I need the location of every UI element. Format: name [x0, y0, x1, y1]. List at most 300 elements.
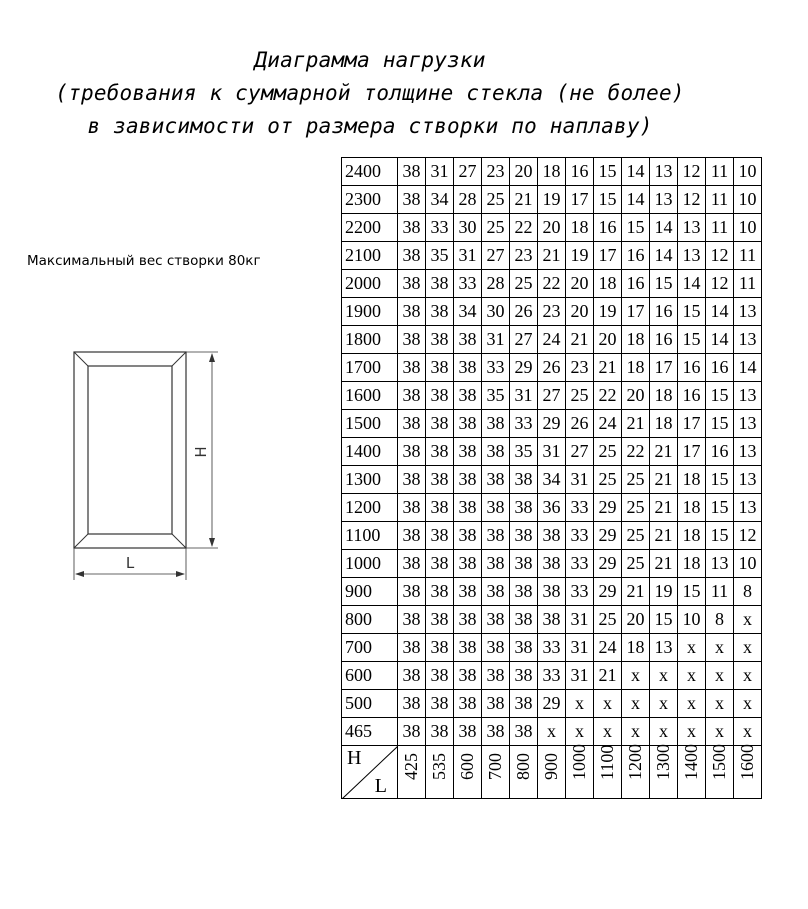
thickness-cell: 28	[482, 270, 510, 298]
thickness-cell: 25	[510, 270, 538, 298]
thickness-cell: 21	[650, 522, 678, 550]
thickness-cell: 13	[678, 214, 706, 242]
width-value-cell	[706, 746, 734, 799]
thickness-cell: 18	[622, 354, 650, 382]
thickness-cell: x	[706, 634, 734, 662]
width-value-cell	[426, 746, 454, 799]
table-row	[342, 634, 762, 662]
thickness-cell: 31	[510, 382, 538, 410]
width-value-label: 1200	[625, 744, 645, 780]
thickness-cell: 33	[566, 550, 594, 578]
thickness-cell: 25	[594, 466, 622, 494]
thickness-cell: 21	[622, 410, 650, 438]
thickness-cell: 16	[706, 354, 734, 382]
thickness-cell: 27	[454, 158, 482, 186]
thickness-cell: 38	[398, 606, 426, 634]
thickness-cell: 38	[398, 578, 426, 606]
thickness-cell: 30	[454, 214, 482, 242]
table-row	[342, 662, 762, 690]
thickness-cell: 29	[594, 494, 622, 522]
thickness-cell: 12	[706, 242, 734, 270]
thickness-cell: 17	[622, 298, 650, 326]
thickness-cell: 14	[706, 298, 734, 326]
thickness-cell: 38	[398, 494, 426, 522]
height-dimension-label: H	[192, 446, 210, 458]
thickness-cell: 15	[650, 270, 678, 298]
thickness-cell: 26	[538, 354, 566, 382]
table-row	[342, 494, 762, 522]
width-value-label: 1400	[681, 744, 701, 780]
thickness-cell: 33	[538, 662, 566, 690]
thickness-cell: 38	[510, 550, 538, 578]
thickness-cell: 35	[510, 438, 538, 466]
thickness-cell: 26	[566, 410, 594, 438]
thickness-cell: 38	[482, 410, 510, 438]
thickness-cell: 25	[622, 494, 650, 522]
height-value-cell: 1200	[342, 494, 398, 522]
thickness-cell: x	[622, 690, 650, 718]
thickness-cell: 16	[650, 298, 678, 326]
thickness-cell: 38	[426, 326, 454, 354]
thickness-cell: 38	[426, 578, 454, 606]
thickness-cell: x	[678, 662, 706, 690]
width-value-cell	[566, 746, 594, 799]
thickness-cell: 25	[594, 606, 622, 634]
thickness-cell: 38	[454, 410, 482, 438]
table-row	[342, 410, 762, 438]
thickness-cell: 16	[678, 382, 706, 410]
thickness-cell: 38	[398, 354, 426, 382]
thickness-cell: 18	[678, 522, 706, 550]
thickness-cell: 11	[734, 270, 762, 298]
thickness-cell: x	[650, 718, 678, 746]
thickness-cell: x	[734, 718, 762, 746]
height-value-cell: 1900	[342, 298, 398, 326]
thickness-cell: 21	[510, 186, 538, 214]
thickness-cell: 17	[678, 438, 706, 466]
thickness-cell: 16	[566, 158, 594, 186]
thickness-cell: 30	[482, 298, 510, 326]
thickness-cell: x	[706, 690, 734, 718]
height-value-cell: 1600	[342, 382, 398, 410]
thickness-cell: 38	[398, 382, 426, 410]
title-line: Диаграмма нагрузки	[254, 48, 486, 72]
thickness-cell: 10	[734, 550, 762, 578]
thickness-cell: 29	[594, 522, 622, 550]
height-value-cell: 900	[342, 578, 398, 606]
thickness-cell: 31	[566, 634, 594, 662]
thickness-cell: 38	[426, 606, 454, 634]
width-value-cell	[678, 746, 706, 799]
thickness-cell: 38	[482, 662, 510, 690]
thickness-cell: 15	[594, 186, 622, 214]
table-row	[342, 270, 762, 298]
thickness-cell: 15	[706, 410, 734, 438]
table-row	[342, 382, 762, 410]
thickness-cell: 38	[454, 662, 482, 690]
thickness-cell: 15	[706, 494, 734, 522]
width-value-label: 1300	[653, 744, 673, 780]
thickness-cell: 13	[650, 186, 678, 214]
thickness-cell: 38	[426, 494, 454, 522]
thickness-cell: 10	[734, 158, 762, 186]
table-row	[342, 606, 762, 634]
thickness-cell: 27	[482, 242, 510, 270]
thickness-cell: 38	[538, 550, 566, 578]
max-weight-note: Максимальный вес створки 80кг	[27, 253, 261, 269]
thickness-cell: 8	[706, 606, 734, 634]
thickness-cell: 17	[594, 242, 622, 270]
thickness-cell: 20	[566, 270, 594, 298]
thickness-cell: 18	[678, 494, 706, 522]
thickness-cell: 31	[566, 606, 594, 634]
table-row	[342, 214, 762, 242]
thickness-cell: 20	[566, 298, 594, 326]
thickness-cell: 20	[510, 158, 538, 186]
thickness-cell: 38	[426, 382, 454, 410]
thickness-cell: 29	[510, 354, 538, 382]
thickness-cell: 21	[650, 494, 678, 522]
height-value-cell: 500	[342, 690, 398, 718]
thickness-cell: 13	[734, 326, 762, 354]
width-value-cell	[538, 746, 566, 799]
thickness-cell: 16	[650, 326, 678, 354]
thickness-cell: x	[734, 662, 762, 690]
thickness-cell: 18	[566, 214, 594, 242]
thickness-cell: 38	[510, 494, 538, 522]
thickness-cell: 18	[678, 550, 706, 578]
thickness-cell: x	[706, 662, 734, 690]
thickness-cell: 14	[650, 214, 678, 242]
title-line: (требования к суммарной толщине стекла (не более)	[55, 81, 685, 105]
thickness-cell: 38	[398, 298, 426, 326]
thickness-cell: 38	[510, 606, 538, 634]
thickness-cell: 38	[454, 354, 482, 382]
thickness-cell: 29	[538, 410, 566, 438]
thickness-cell: x	[594, 690, 622, 718]
thickness-cell: 14	[650, 242, 678, 270]
thickness-cell: 14	[678, 270, 706, 298]
thickness-cell: x	[706, 718, 734, 746]
thickness-cell: 38	[426, 466, 454, 494]
thickness-cell: 21	[594, 354, 622, 382]
thickness-cell: 18	[538, 158, 566, 186]
height-value-cell: 2200	[342, 214, 398, 242]
thickness-cell: 31	[482, 326, 510, 354]
thickness-cell: 38	[398, 690, 426, 718]
thickness-cell: 38	[426, 354, 454, 382]
corner-cell	[342, 746, 398, 799]
thickness-cell: x	[734, 634, 762, 662]
table-row	[342, 354, 762, 382]
thickness-cell: 38	[426, 298, 454, 326]
thickness-cell: 28	[454, 186, 482, 214]
thickness-cell: 29	[594, 550, 622, 578]
thickness-cell: 15	[706, 382, 734, 410]
thickness-cell: 17	[566, 186, 594, 214]
thickness-cell: 16	[622, 242, 650, 270]
table-row	[342, 718, 762, 746]
thickness-cell: 38	[454, 494, 482, 522]
thickness-cell: 25	[622, 550, 650, 578]
thickness-cell: 14	[734, 354, 762, 382]
thickness-cell: 11	[706, 578, 734, 606]
sash-drawing	[60, 340, 230, 590]
thickness-cell: 13	[678, 242, 706, 270]
thickness-cell: 33	[482, 354, 510, 382]
width-value-label: 425	[401, 753, 421, 780]
thickness-cell: 25	[594, 438, 622, 466]
thickness-cell: 12	[734, 522, 762, 550]
thickness-cell: 24	[594, 634, 622, 662]
width-value-cell	[482, 746, 510, 799]
thickness-cell: 38	[398, 466, 426, 494]
thickness-cell: 34	[454, 298, 482, 326]
height-value-cell: 1100	[342, 522, 398, 550]
thickness-cell: 23	[538, 298, 566, 326]
thickness-cell: 38	[398, 214, 426, 242]
height-value-cell: 2400	[342, 158, 398, 186]
thickness-cell: 33	[454, 270, 482, 298]
thickness-cell: 16	[706, 438, 734, 466]
height-value-cell: 1000	[342, 550, 398, 578]
width-value-label: 900	[541, 753, 561, 780]
thickness-cell: 13	[650, 158, 678, 186]
thickness-cell: 38	[426, 718, 454, 746]
table-row	[342, 186, 762, 214]
thickness-cell: 33	[566, 578, 594, 606]
thickness-cell: 21	[538, 242, 566, 270]
thickness-cell: 38	[454, 718, 482, 746]
thickness-cell: 38	[510, 718, 538, 746]
thickness-cell: 18	[650, 382, 678, 410]
thickness-cell: x	[650, 690, 678, 718]
thickness-cell: 14	[706, 326, 734, 354]
thickness-cell: 38	[398, 158, 426, 186]
thickness-cell: 38	[398, 242, 426, 270]
width-value-cell	[734, 746, 762, 799]
load-table	[341, 157, 762, 799]
thickness-cell: 34	[426, 186, 454, 214]
width-value-label: 1600	[737, 744, 757, 780]
thickness-cell: 18	[622, 634, 650, 662]
thickness-cell: 33	[510, 410, 538, 438]
thickness-cell: 38	[482, 550, 510, 578]
thickness-cell: 19	[538, 186, 566, 214]
width-value-cell	[398, 746, 426, 799]
thickness-cell: 13	[706, 550, 734, 578]
thickness-cell: 29	[594, 578, 622, 606]
thickness-cell: 18	[594, 270, 622, 298]
thickness-cell: 34	[538, 466, 566, 494]
thickness-cell: 31	[454, 242, 482, 270]
thickness-cell: 15	[706, 522, 734, 550]
thickness-cell: 38	[510, 634, 538, 662]
thickness-cell: 17	[678, 410, 706, 438]
table-row	[342, 298, 762, 326]
height-value-cell: 600	[342, 662, 398, 690]
thickness-cell: x	[734, 690, 762, 718]
height-value-cell: 800	[342, 606, 398, 634]
thickness-cell: 21	[566, 326, 594, 354]
thickness-cell: 12	[678, 186, 706, 214]
thickness-cell: 15	[706, 466, 734, 494]
table-row	[342, 466, 762, 494]
height-value-cell: 2100	[342, 242, 398, 270]
title-line: в зависимости от размера створки по наплаву)	[87, 114, 653, 138]
thickness-cell: 22	[510, 214, 538, 242]
thickness-cell: 38	[538, 578, 566, 606]
thickness-cell: 31	[566, 662, 594, 690]
width-value-label: 1100	[597, 744, 617, 780]
thickness-cell: 38	[454, 634, 482, 662]
thickness-cell: 38	[454, 382, 482, 410]
thickness-cell: 38	[510, 522, 538, 550]
width-header-row	[342, 746, 762, 799]
width-value-label: 600	[457, 753, 477, 780]
thickness-cell: 16	[622, 270, 650, 298]
thickness-cell: 38	[398, 326, 426, 354]
thickness-cell: 38	[398, 718, 426, 746]
height-value-cell: 2300	[342, 186, 398, 214]
thickness-cell: x	[538, 718, 566, 746]
width-value-cell	[454, 746, 482, 799]
thickness-cell: 25	[566, 382, 594, 410]
table-row	[342, 242, 762, 270]
width-value-cell	[510, 746, 538, 799]
thickness-cell: 15	[678, 578, 706, 606]
height-value-cell: 2000	[342, 270, 398, 298]
width-value-label: 535	[429, 753, 449, 780]
thickness-cell: 38	[538, 522, 566, 550]
thickness-cell: 38	[426, 550, 454, 578]
thickness-cell: 15	[594, 158, 622, 186]
height-value-cell: 1500	[342, 410, 398, 438]
width-dimension-label: L	[125, 554, 135, 572]
thickness-cell: 8	[734, 578, 762, 606]
thickness-cell: 38	[454, 690, 482, 718]
thickness-cell: 13	[734, 410, 762, 438]
thickness-cell: 10	[678, 606, 706, 634]
thickness-cell: 38	[454, 606, 482, 634]
thickness-cell: 38	[482, 634, 510, 662]
thickness-cell: 24	[594, 410, 622, 438]
thickness-cell: 38	[426, 410, 454, 438]
table-row	[342, 326, 762, 354]
thickness-cell: 15	[622, 214, 650, 242]
thickness-cell: 13	[650, 634, 678, 662]
thickness-cell: 21	[650, 550, 678, 578]
table-row	[342, 158, 762, 186]
thickness-cell: 33	[538, 634, 566, 662]
thickness-cell: 13	[734, 382, 762, 410]
thickness-cell: 18	[678, 466, 706, 494]
thickness-cell: 38	[482, 718, 510, 746]
thickness-cell: 18	[650, 410, 678, 438]
thickness-cell: 20	[594, 326, 622, 354]
thickness-cell: 10	[734, 186, 762, 214]
thickness-cell: 38	[482, 466, 510, 494]
thickness-cell: 38	[398, 522, 426, 550]
thickness-cell: 13	[734, 494, 762, 522]
thickness-cell: 25	[482, 186, 510, 214]
thickness-cell: 21	[622, 578, 650, 606]
thickness-cell: 21	[650, 466, 678, 494]
thickness-cell: 19	[650, 578, 678, 606]
thickness-cell: 15	[678, 298, 706, 326]
thickness-cell: 38	[454, 326, 482, 354]
table-row	[342, 438, 762, 466]
thickness-cell: 38	[454, 522, 482, 550]
corner-l-label: L	[374, 775, 387, 797]
thickness-cell: 10	[734, 214, 762, 242]
thickness-cell: 16	[678, 354, 706, 382]
thickness-cell: 12	[706, 270, 734, 298]
width-value-cell	[594, 746, 622, 799]
thickness-cell: 11	[706, 186, 734, 214]
thickness-cell: 38	[398, 634, 426, 662]
thickness-cell: 33	[566, 522, 594, 550]
thickness-cell: 29	[538, 690, 566, 718]
thickness-cell: x	[650, 662, 678, 690]
thickness-cell: 21	[594, 662, 622, 690]
thickness-cell: 25	[622, 522, 650, 550]
thickness-cell: x	[622, 662, 650, 690]
thickness-cell: 23	[510, 242, 538, 270]
thickness-cell: 31	[566, 466, 594, 494]
thickness-cell: 21	[650, 438, 678, 466]
thickness-cell: 38	[398, 662, 426, 690]
thickness-cell: 33	[426, 214, 454, 242]
thickness-cell: 13	[734, 466, 762, 494]
diagram-title	[0, 44, 740, 143]
thickness-cell: 38	[426, 522, 454, 550]
width-value-label: 800	[513, 753, 533, 780]
thickness-cell: 35	[482, 382, 510, 410]
thickness-cell: 13	[734, 438, 762, 466]
thickness-cell: 20	[622, 382, 650, 410]
thickness-cell: 31	[426, 158, 454, 186]
thickness-cell: 38	[426, 270, 454, 298]
thickness-cell: 38	[482, 606, 510, 634]
thickness-cell: 11	[706, 158, 734, 186]
thickness-cell: 27	[510, 326, 538, 354]
thickness-cell: 22	[594, 382, 622, 410]
thickness-cell: 38	[454, 550, 482, 578]
thickness-cell: 11	[734, 242, 762, 270]
thickness-cell: 24	[538, 326, 566, 354]
thickness-cell: 20	[622, 606, 650, 634]
thickness-cell: 14	[622, 158, 650, 186]
thickness-cell: 12	[678, 158, 706, 186]
thickness-cell: 38	[426, 690, 454, 718]
thickness-cell: 11	[706, 214, 734, 242]
thickness-cell: x	[622, 718, 650, 746]
thickness-cell: 26	[510, 298, 538, 326]
thickness-cell: 31	[538, 438, 566, 466]
thickness-cell: 38	[510, 690, 538, 718]
thickness-cell: 18	[622, 326, 650, 354]
height-value-cell: 1300	[342, 466, 398, 494]
thickness-cell: 38	[398, 270, 426, 298]
thickness-cell: 22	[538, 270, 566, 298]
thickness-cell: x	[566, 718, 594, 746]
width-value-label: 1000	[569, 744, 589, 780]
thickness-cell: 17	[650, 354, 678, 382]
thickness-cell: 23	[566, 354, 594, 382]
table-row	[342, 522, 762, 550]
thickness-cell: 38	[510, 466, 538, 494]
